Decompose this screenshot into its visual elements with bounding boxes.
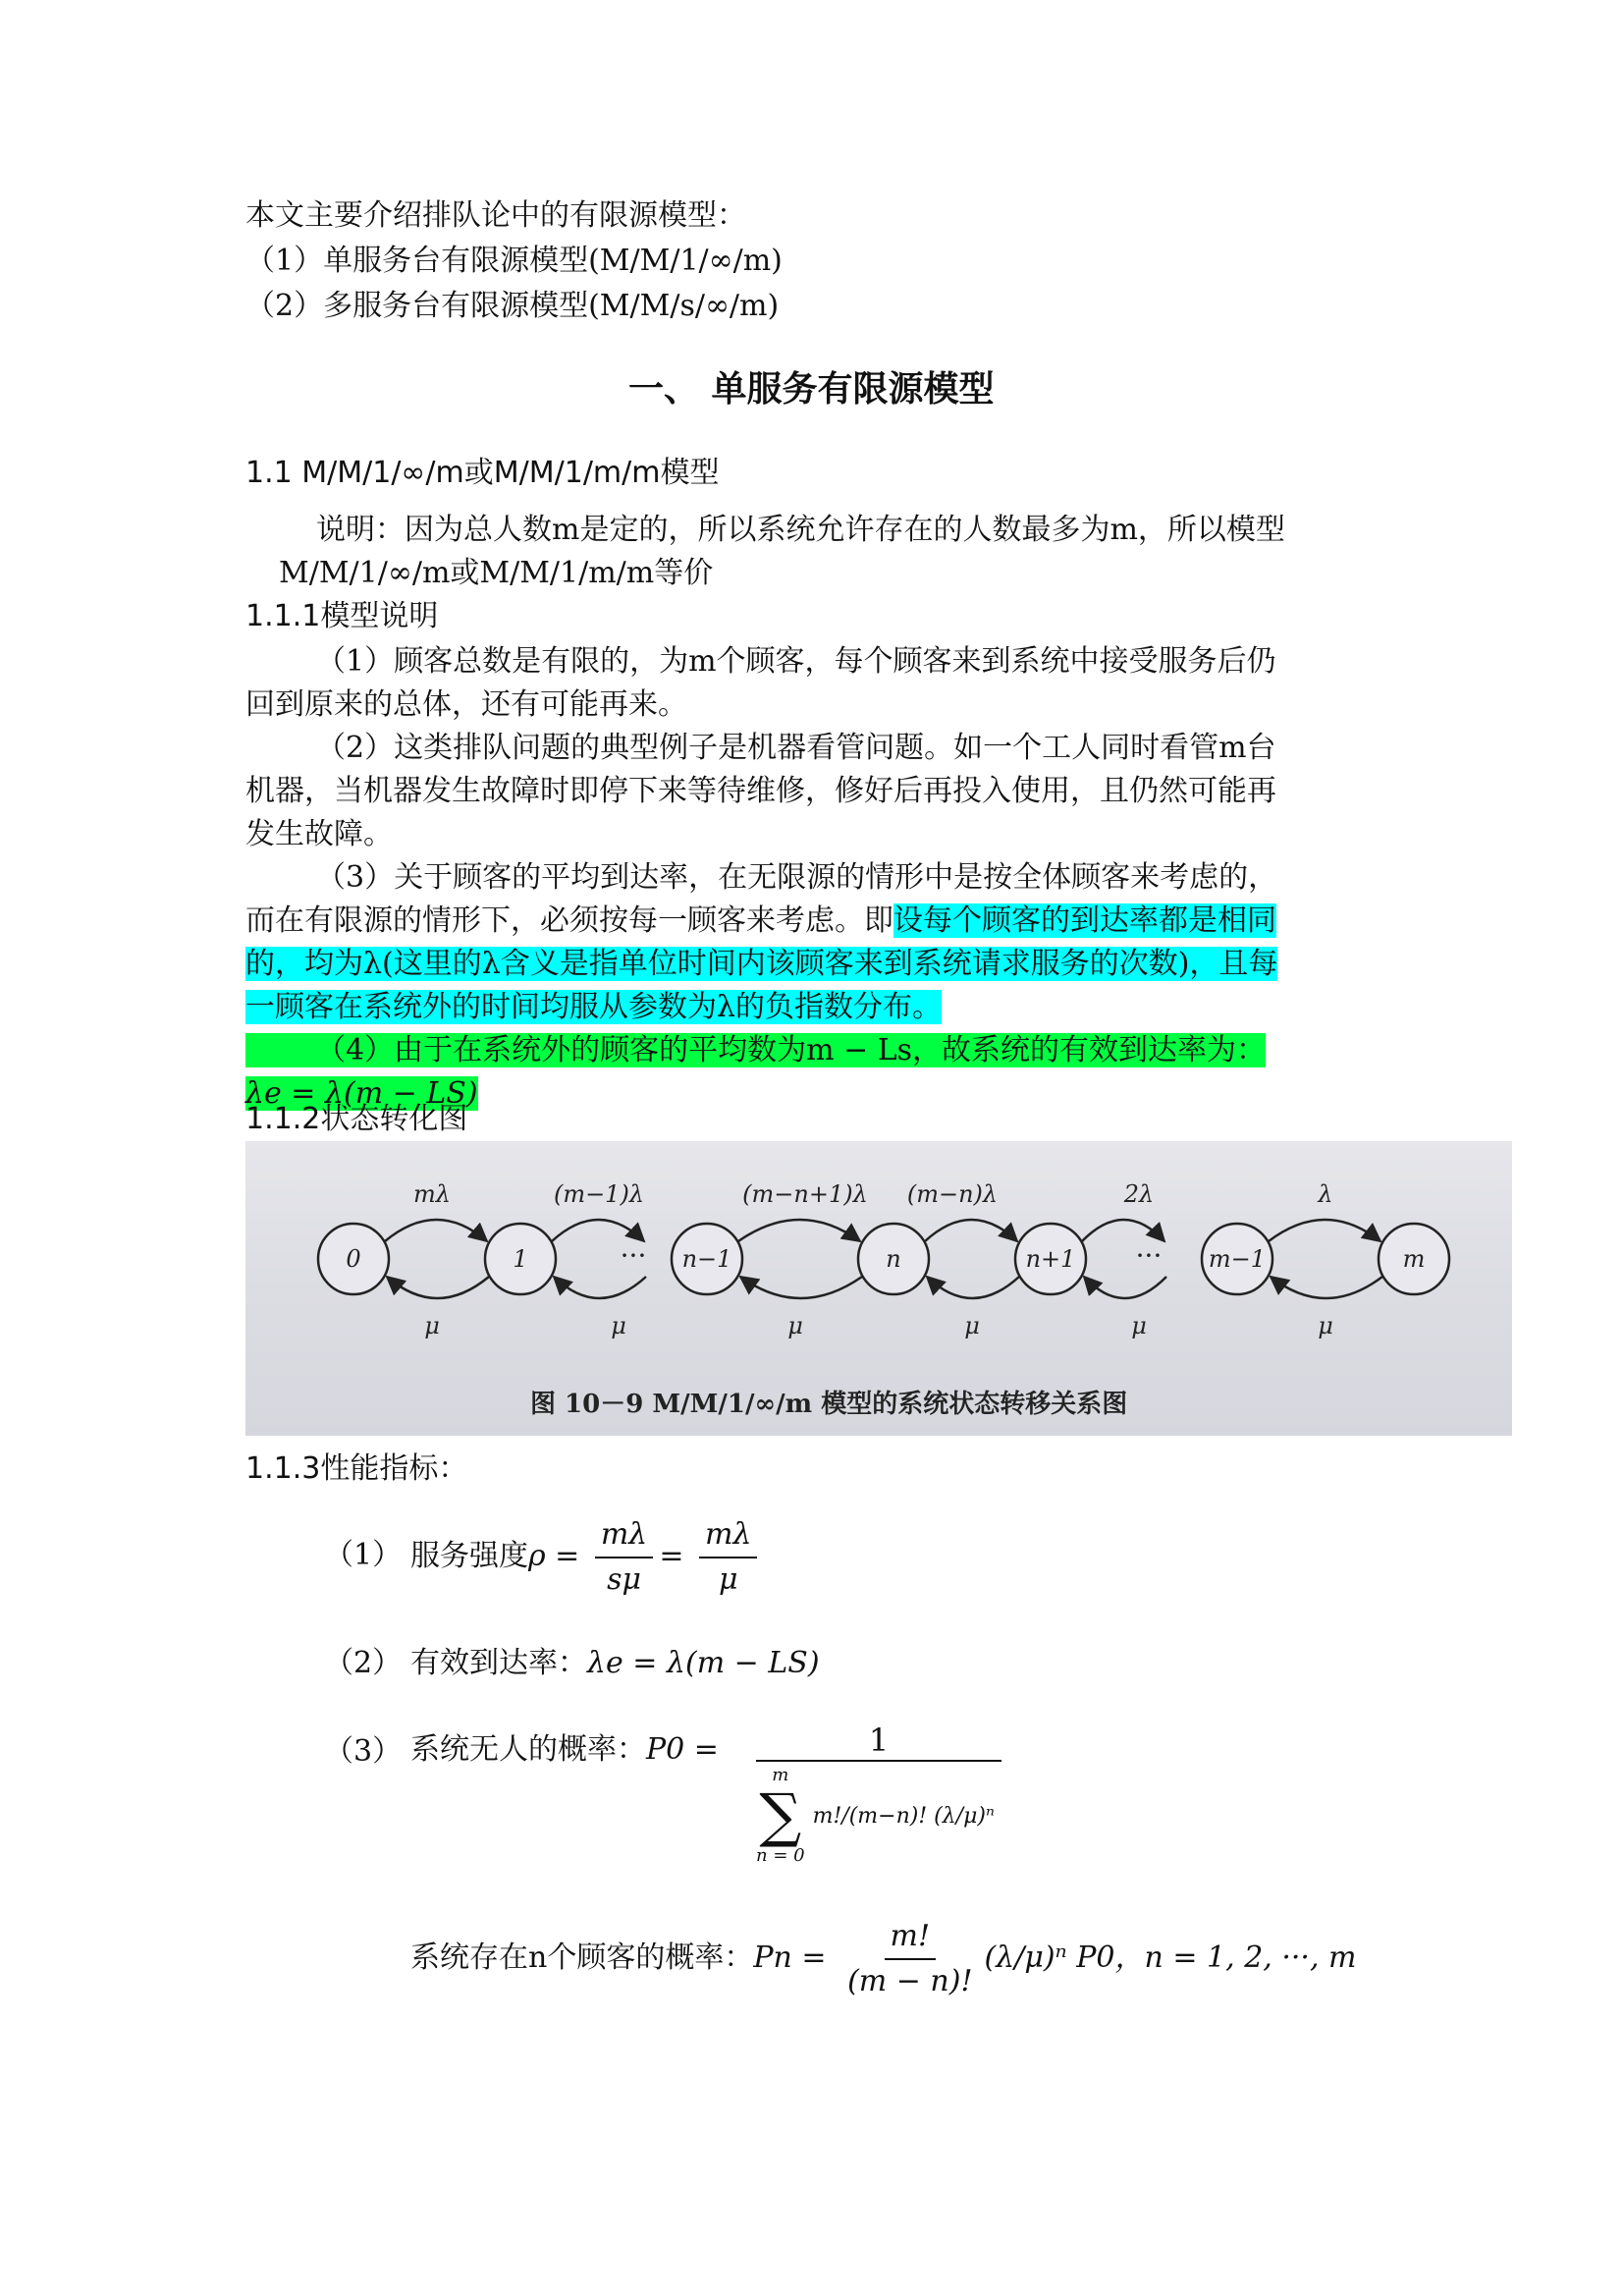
para-2-line-1: （2）这类排队问题的典型例子是机器看管问题。如一个工人同时看管m台 (316, 731, 1276, 765)
formula-1-label: （1） (324, 1538, 403, 1572)
intro-line: 本文主要介绍排队论中的有限源模型： (245, 198, 746, 233)
arrival-rate-label-4: 2λ (1123, 1180, 1155, 1208)
service-arc-4 (1084, 1277, 1166, 1298)
arrival-rate-label-1: (m−1)λ (553, 1180, 645, 1208)
highlight-cyan-mid: 的，均为λ(这里的λ含义是指单位时间内该顾客来到系统请求服务的次数)，且每 (245, 947, 1278, 981)
service-arc-3 (927, 1277, 1019, 1298)
intro-item-1: （1）单服务台有限源模型(M/M/1/∞/m) (245, 244, 783, 278)
highlight-green-end: λe = λ(m − LS) (245, 1076, 478, 1111)
section-title: 一、 单服务有限源模型 (628, 369, 995, 410)
heading-1-1-1: 1.1.1模型说明 (245, 599, 439, 633)
heading-1-1: 1.1 M/M/1/∞/m或M/M/1/m/m模型 (245, 456, 720, 490)
formula-3-denominator (756, 1762, 1001, 1866)
highlight-green-start: （4）由于在系统外的顾客的平均数为m − Ls，故系统的有效到达率为： (245, 1033, 1266, 1067)
para-1-line-2: 回到原来的总体，还有可能再来。 (245, 687, 687, 722)
formula-4-denominator: (m − n)! (847, 1964, 973, 1998)
formula-4 (410, 1917, 1357, 2001)
formula-2-text: 有效到达率： (410, 1646, 587, 1680)
formula-3-fraction (756, 1721, 1001, 1866)
state-label-1: 1 (513, 1245, 528, 1273)
arrival-rate-label-3: (m−n)λ (906, 1180, 999, 1208)
state-label-0: 0 (346, 1245, 361, 1273)
arrival-arc-2 (738, 1220, 860, 1241)
note-line-1: 说明：因为总人数m是定的，所以系统允许存在的人数最多为m，所以模型 (316, 513, 1285, 547)
arrival-arc-1 (552, 1220, 644, 1241)
para-2-line-2: 机器，当机器发生故障时即停下来等待维修，修好后再投入使用，且仍然可能再 (245, 774, 1276, 808)
service-arc-5 (1271, 1277, 1382, 1298)
arrival-arc-5 (1269, 1220, 1380, 1241)
intro-item-2: （2）多服务台有限源模型(M/M/s/∞/m) (245, 289, 780, 323)
formula-1-text: 服务强度 (410, 1539, 528, 1573)
service-rate-label-1: μ (611, 1312, 626, 1339)
state-diagram (245, 1141, 1512, 1436)
formula-4-lhs: Pn = (753, 1941, 827, 1975)
state-label-6: m (1402, 1245, 1426, 1273)
para-3-line-1: （3）关于顾客的平均到达率，在无限源的情形中是按全体顾客来考虑的， (316, 860, 1278, 895)
sum-lower: n = 0 (756, 1845, 805, 1866)
state-label-3: n (886, 1245, 901, 1273)
sigma-icon: ∑ (759, 1781, 802, 1850)
para-1-line-1: （1）顾客总数是有限的，为m个顾客，每个顾客来到系统中接受服务后仍 (316, 644, 1276, 679)
summation (756, 1766, 805, 1866)
para-3-line-3 (245, 943, 1277, 986)
state-label-4: n+1 (1025, 1245, 1076, 1273)
formula-2-expr: λe = λ(m − LS) (587, 1646, 820, 1680)
para-3-line-4 (245, 986, 942, 1029)
highlight-cyan-start: 设每个顾客的到达率都是相同 (893, 903, 1276, 938)
state-label-5: m−1 (1208, 1245, 1267, 1273)
arrival-arc-0 (385, 1220, 487, 1241)
state-label-2: n−1 (681, 1245, 732, 1273)
formula-4-text: 系统存在n个顾客的概率： (410, 1941, 754, 1975)
sum-term: m!/(m−n)! (λ/μ)ⁿ (812, 1803, 995, 1829)
formula-4-numerator: m! (885, 1917, 937, 1960)
service-rate-label-0: μ (424, 1312, 440, 1339)
note-line-2: M/M/1/∞/m或M/M/1/m/m等价 (279, 556, 714, 590)
service-rate-label-2: μ (787, 1312, 803, 1339)
arrival-rate-label-5: λ (1318, 1180, 1333, 1208)
highlight-cyan-end: 一顾客在系统外的时间均服从参数为λ的负指数分布。 (245, 990, 943, 1024)
formula-2 (410, 1642, 820, 1685)
formula-3-label: （3） (324, 1734, 403, 1769)
fraction-m-lambda-s-mu: $\frac{m\lambda}{s\mu}$ (595, 1515, 653, 1600)
service-arc-2 (740, 1277, 862, 1298)
heading-1-1-3: 1.1.3性能指标： (245, 1451, 468, 1486)
para-2-line-3: 发生故障。 (245, 817, 393, 851)
fraction-m-lambda-mu: $\frac{m\lambda}{\mu}$ (699, 1515, 757, 1600)
formula-3-numerator: 1 (756, 1721, 1001, 1762)
formula-3-text: 系统无人的概率： (410, 1732, 646, 1767)
para-3-line-2 (245, 900, 1276, 943)
service-rate-label-4: μ (1131, 1312, 1147, 1339)
arrival-rate-label-0: mλ (413, 1180, 451, 1208)
ellipsis-right: ··· (1135, 1239, 1163, 1272)
service-arc-1 (554, 1277, 646, 1298)
service-arc-0 (387, 1277, 489, 1298)
formula-2-label: （2） (324, 1646, 403, 1680)
state-transition-figure (245, 1141, 1512, 1436)
sum-upper: m (772, 1765, 789, 1785)
figure-caption: 图 10－9 M/M/1/∞/m 模型的系统状态转移关系图 (530, 1390, 1128, 1419)
para-3-line-2-plain: 而在有限源的情形下，必须按每一顾客来考虑。即 (245, 903, 893, 938)
heading-1-1-2: 1.1.2状态转化图 (245, 1102, 468, 1136)
ellipsis-left: ··· (620, 1239, 647, 1272)
formula-1: 服务强度ρ = $\frac{m\lambda}{s\mu}$ = $\frac{m\lambda}{\mu}$ (410, 1512, 763, 1601)
arrival-arc-4 (1082, 1220, 1164, 1241)
formula-3-lhs: P0 = (646, 1732, 719, 1767)
formula-4-tail: (λ/μ)ⁿ P0，n = 1, 2, ···, m (984, 1941, 1357, 1975)
service-rate-label-5: μ (1318, 1312, 1333, 1339)
arrival-rate-label-2: (m−n+1)λ (742, 1180, 868, 1208)
arrival-arc-3 (925, 1220, 1017, 1241)
service-rate-label-3: μ (964, 1312, 980, 1339)
rho-symbol: ρ = (528, 1539, 580, 1573)
para-4-line-1 (245, 1029, 1266, 1072)
formula-3 (410, 1721, 719, 1779)
formula-4-fraction (841, 1917, 978, 2001)
